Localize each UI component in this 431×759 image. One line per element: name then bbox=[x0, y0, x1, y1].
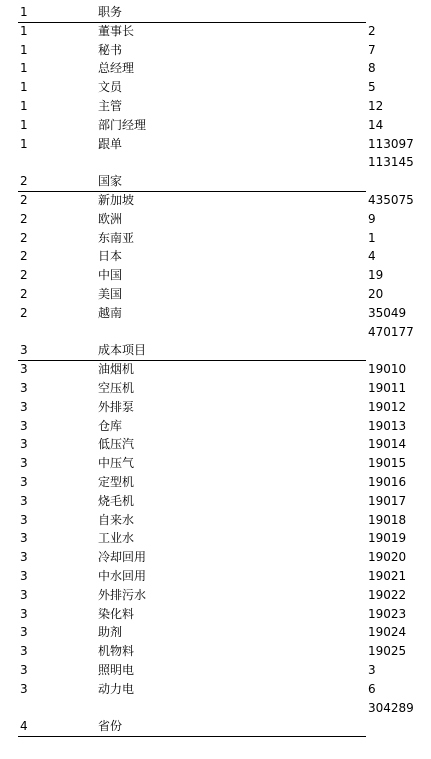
table-row bbox=[0, 116, 431, 135]
row-group-number: 3 bbox=[20, 569, 28, 583]
row-item-value: 1 bbox=[368, 230, 376, 245]
row-item-name: 自来水 bbox=[98, 512, 135, 527]
row-item-name: 秘书 bbox=[98, 42, 123, 57]
row-item-name: 美国 bbox=[98, 287, 123, 301]
section-total-row bbox=[0, 153, 431, 172]
row-item-value: 19024 bbox=[368, 625, 407, 640]
section-total-value: 304289 bbox=[368, 700, 414, 715]
row-item-name: 油烟机 bbox=[98, 362, 135, 377]
row-item-name: 机物料 bbox=[98, 644, 135, 659]
table-row bbox=[0, 266, 431, 285]
table-row bbox=[0, 229, 431, 248]
row-item-name: 烧毛机 bbox=[98, 493, 135, 508]
table-row bbox=[0, 642, 431, 661]
row-item-value: 19021 bbox=[368, 569, 407, 583]
row-item-name: 照明电 bbox=[98, 663, 135, 677]
section-title: 国家 bbox=[98, 174, 123, 189]
row-item-value: 19022 bbox=[368, 587, 407, 602]
row-group-number: 2 bbox=[20, 230, 28, 245]
row-group-number: 3 bbox=[20, 587, 28, 602]
table-row bbox=[0, 417, 431, 436]
table-row bbox=[0, 360, 431, 379]
row-group-number: 2 bbox=[20, 211, 28, 226]
row-group-number: 1 bbox=[20, 23, 28, 38]
row-group-number: 3 bbox=[20, 681, 28, 696]
row-group-number: 3 bbox=[20, 456, 28, 471]
row-item-value: 5 bbox=[368, 80, 376, 95]
table-row bbox=[0, 304, 431, 323]
table-row bbox=[0, 473, 431, 492]
table-row bbox=[0, 379, 431, 398]
row-item-value: 3 bbox=[368, 663, 376, 677]
section-group-number: 2 bbox=[20, 174, 28, 189]
row-group-number: 3 bbox=[20, 418, 28, 433]
section-group-number: 4 bbox=[20, 719, 28, 734]
section-header bbox=[0, 341, 431, 360]
section-total-value: 470177 bbox=[368, 324, 414, 339]
row-item-value: 113097 bbox=[368, 136, 414, 151]
row-item-value: 2 bbox=[368, 23, 376, 38]
row-group-number: 1 bbox=[20, 99, 28, 113]
section-total-value: 113145 bbox=[368, 155, 414, 170]
row-item-name: 外排泵 bbox=[98, 399, 135, 414]
row-item-value: 19013 bbox=[368, 418, 407, 433]
table-row bbox=[0, 605, 431, 624]
section-title: 省份 bbox=[98, 719, 123, 734]
row-item-name: 董事长 bbox=[98, 23, 135, 38]
table-row bbox=[0, 661, 431, 680]
row-group-number: 3 bbox=[20, 644, 28, 659]
row-item-value: 4 bbox=[368, 249, 376, 264]
row-item-name: 跟单 bbox=[98, 136, 123, 151]
row-group-number: 3 bbox=[20, 475, 28, 489]
row-group-number: 1 bbox=[20, 117, 28, 132]
row-item-name: 中水回用 bbox=[98, 569, 147, 583]
row-item-name: 定型机 bbox=[98, 475, 135, 489]
section-header bbox=[0, 3, 431, 22]
row-item-value: 35049 bbox=[368, 305, 407, 320]
row-item-name: 低压汽 bbox=[98, 437, 135, 452]
row-item-value: 19018 bbox=[368, 512, 407, 527]
row-group-number: 3 bbox=[20, 663, 28, 677]
section-title: 成本项目 bbox=[98, 343, 147, 358]
row-group-number: 3 bbox=[20, 531, 28, 546]
section-title: 职务 bbox=[98, 5, 123, 19]
row-group-number: 1 bbox=[20, 136, 28, 151]
row-item-value: 9 bbox=[368, 211, 376, 226]
section-total-row bbox=[0, 323, 431, 342]
row-item-name: 越南 bbox=[98, 305, 123, 320]
section-header bbox=[0, 717, 431, 736]
row-group-number: 3 bbox=[20, 550, 28, 565]
row-group-number: 3 bbox=[20, 437, 28, 452]
table-row bbox=[0, 435, 431, 454]
row-group-number: 3 bbox=[20, 493, 28, 508]
row-item-value: 12 bbox=[368, 99, 384, 113]
row-item-value: 14 bbox=[368, 117, 384, 132]
table-row bbox=[0, 285, 431, 304]
table-row bbox=[0, 59, 431, 78]
row-group-number: 3 bbox=[20, 381, 28, 395]
row-item-value: 20 bbox=[368, 287, 384, 301]
row-item-value: 19014 bbox=[368, 437, 407, 452]
row-item-name: 冷却回用 bbox=[98, 550, 147, 565]
row-item-value: 19016 bbox=[368, 475, 407, 489]
table-row bbox=[0, 398, 431, 417]
table-row bbox=[0, 492, 431, 511]
table-row bbox=[0, 586, 431, 605]
row-item-name: 新加坡 bbox=[98, 193, 135, 207]
row-group-number: 1 bbox=[20, 80, 28, 95]
row-item-value: 19025 bbox=[368, 644, 407, 659]
row-group-number: 3 bbox=[20, 399, 28, 414]
row-group-number: 3 bbox=[20, 362, 28, 377]
row-group-number: 2 bbox=[20, 268, 28, 283]
table-row bbox=[0, 567, 431, 586]
row-item-value: 19020 bbox=[368, 550, 407, 565]
row-item-value: 7 bbox=[368, 42, 376, 57]
row-item-value: 6 bbox=[368, 681, 376, 696]
row-item-name: 部门经理 bbox=[98, 117, 147, 132]
row-item-name: 中国 bbox=[98, 268, 123, 283]
row-item-value: 19017 bbox=[368, 493, 407, 508]
table-row bbox=[0, 191, 431, 210]
row-group-number: 1 bbox=[20, 61, 28, 76]
row-item-value: 19023 bbox=[368, 606, 407, 621]
table-row bbox=[0, 529, 431, 548]
row-group-number: 1 bbox=[20, 42, 28, 57]
row-item-name: 欧洲 bbox=[98, 211, 123, 226]
table-row bbox=[0, 623, 431, 642]
row-item-name: 动力电 bbox=[98, 681, 135, 696]
section-total-row bbox=[0, 699, 431, 718]
section-group-number: 3 bbox=[20, 343, 28, 358]
row-item-value: 8 bbox=[368, 61, 376, 76]
row-item-name: 仓库 bbox=[98, 418, 123, 433]
row-group-number: 3 bbox=[20, 625, 28, 640]
row-group-number: 2 bbox=[20, 287, 28, 301]
row-item-value: 19 bbox=[368, 268, 384, 283]
table-row bbox=[0, 247, 431, 266]
row-item-value: 19012 bbox=[368, 399, 407, 414]
table-row bbox=[0, 78, 431, 97]
table-row bbox=[0, 135, 431, 154]
section-group-number: 1 bbox=[20, 5, 28, 19]
row-item-name: 中压气 bbox=[98, 456, 135, 471]
row-item-name: 工业水 bbox=[98, 531, 135, 546]
section-header bbox=[0, 172, 431, 191]
table-row bbox=[0, 548, 431, 567]
row-item-value: 435075 bbox=[368, 193, 414, 207]
row-group-number: 2 bbox=[20, 305, 28, 320]
row-item-name: 助剂 bbox=[98, 625, 123, 640]
row-item-value: 19010 bbox=[368, 362, 407, 377]
row-item-name: 染化料 bbox=[98, 606, 135, 621]
row-item-name: 日本 bbox=[98, 249, 123, 264]
table-row bbox=[0, 97, 431, 116]
table-row bbox=[0, 454, 431, 473]
table-row bbox=[0, 210, 431, 229]
row-group-number: 3 bbox=[20, 606, 28, 621]
row-item-name: 文员 bbox=[98, 80, 123, 95]
row-item-name: 东南亚 bbox=[98, 230, 135, 245]
row-item-name: 外排污水 bbox=[98, 587, 147, 602]
row-group-number: 2 bbox=[20, 249, 28, 264]
row-item-name: 空压机 bbox=[98, 381, 135, 395]
table-row bbox=[0, 511, 431, 530]
table-row bbox=[0, 22, 431, 41]
row-group-number: 3 bbox=[20, 512, 28, 527]
table-row bbox=[0, 680, 431, 699]
row-item-value: 19011 bbox=[368, 381, 407, 395]
row-item-name: 总经理 bbox=[98, 61, 135, 76]
row-item-name: 主管 bbox=[98, 99, 123, 113]
row-item-value: 19015 bbox=[368, 456, 407, 471]
row-item-value: 19019 bbox=[368, 531, 407, 546]
table-row bbox=[0, 41, 431, 60]
row-group-number: 2 bbox=[20, 193, 28, 207]
